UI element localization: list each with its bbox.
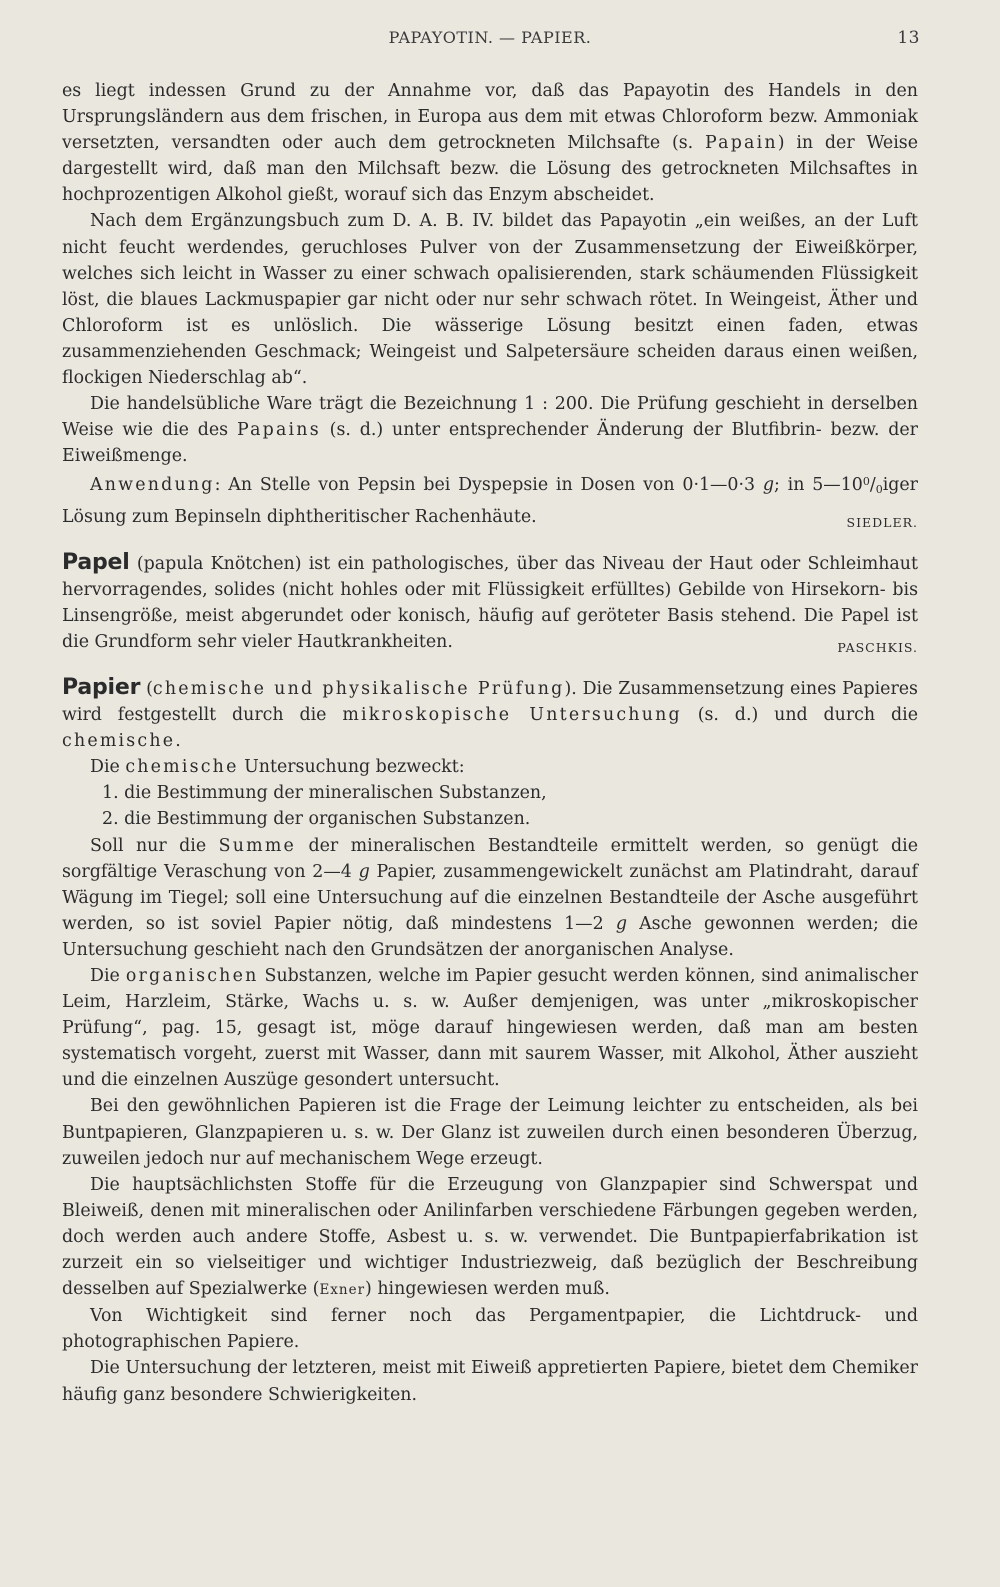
author-signature: PASCHKIS. [837, 639, 918, 655]
text-run: (s. d.) unter entsprechender Änderung der Blutfibrin- bezw. der Eiweißmenge. [62, 420, 918, 467]
running-header [62, 28, 918, 56]
text-run: Asche gewonnen werden; die Untersuchung geschieht nach den Grundsätzen der anorganischen Analyse. [62, 913, 918, 960]
percent-slash: / [869, 475, 876, 496]
text-run: der mineralischen Bestandteile ermittelt werden, so genügt die sorgfältige Veraschung von 2—4 [62, 835, 918, 882]
reference-name: Exner [319, 1282, 366, 1299]
text-run: es liegt indessen Grund zu der Annahme vor, daß das Papayotin des Handels in den Ursprungsländern aus dem frischen, in Europa aus dem mit etwas Chloroform bezw. Ammoniak versetzten, versandten oder auch dem getrockneten Milchsafte (s. [62, 81, 918, 154]
papayotin-paragraph-3 [62, 391, 918, 469]
spaced-term: mikroskopische Untersuchung [342, 705, 682, 726]
unit-symbol: g [762, 475, 775, 496]
text-run: Untersuchung bezweckt: [238, 757, 465, 778]
percent-subscript: 0 [875, 483, 883, 497]
text-run: ) in der Weise dargestellt wird, daß man den Milchsaft bezw. die Lösung des getrockneten Milchsaftes in hochprozentigen Alkohol gießt, worauf sich das Enzym abscheidet. [62, 133, 918, 206]
text-run: ) hingewiesen werden muß. [365, 1279, 610, 1300]
papayotin-paragraph-2: Nach dem Ergänzungsbuch zum D. A. B. IV. bildet das Papayotin „ein weißes, an der Luft nicht feucht werdendes, geruchloses Pulver von der Zusammensetzung der Eiweißkörper, welches sich leicht in Wasser zu einer schwach opalisierenden, stark schäumenden Flüssigkeit löst, die blaues Lackmuspapier gar nicht oder nur sehr schwach rötet. In Weingeist, Äther und Chloroform ist es unlöslich. Die wässerige Lösung besitzt einen faden, etwas zusammenziehenden Geschmack; Weingeist und Salpetersäure scheiden daraus einen weißen, flockigen Niederschlag ab“. [62, 211, 918, 389]
spaced-term: organischen [125, 966, 259, 986]
papier-paragraph-summe [62, 833, 918, 963]
papel-entry [62, 550, 918, 655]
text-run: Substanzen, welche im Papier gesucht werden können, sind animalischer Leim, Harzleim, Stärke, Wachs u. s. w. Außer demjenigen, was unter „mikroskopischer Prüfung“, pag. 15, gesagt ist, möge darauf hingewiesen werden, daß man am besten systematisch vorgeht, zuerst mit Wasser, dann mit saurem Wasser, mit Alkohol, Äther auszieht und die einzelnen Auszüge gesondert untersucht. [62, 966, 919, 1091]
papier-entry [62, 675, 918, 754]
unit-symbol: g [615, 913, 627, 934]
papier-paragraph-last: Die Untersuchung der letzteren, meist mit Eiweiß appretierten Papiere, bietet dem Chemiker häufig ganz besondere Schwierigkeiten. [62, 1358, 918, 1405]
papier-aim [62, 754, 918, 780]
text-run: : An Stelle von Pepsin bei Dyspepsie in Dosen von 0·1—0·3 [214, 475, 763, 496]
running-title: PAPAYOTIN. — PAPIER. [388, 28, 592, 47]
spaced-term: Anwendung [90, 475, 215, 496]
spaced-term: Papains [236, 420, 321, 441]
papier-paragraph-pergament: Von Wichtigkeit sind ferner noch das Pergamentpapier, die Lichtdruck- und photographischen Papiere. [62, 1306, 918, 1353]
percent-superscript: 0 [862, 475, 870, 489]
papier-paragraph-organic [62, 963, 918, 1093]
text-run: (s. d.) und durch die [681, 705, 918, 726]
author-signature: SIEDLER. [846, 514, 918, 530]
text-run: . [175, 731, 181, 752]
text-run: Soll nur die [90, 835, 219, 856]
papayotin-paragraph-1 [62, 78, 918, 208]
text-run: ( [140, 678, 153, 699]
text-run: Die handelsübliche Ware trägt die Bezeichnung 1 : 200. Die Prüfung geschieht in derselben Weise wie die des [62, 394, 918, 441]
text-run: ). Die Zusammensetzung eines Papieres wird festgestellt durch die [62, 678, 918, 726]
entry-heading: Papel [62, 549, 130, 575]
papier-paragraph-leimung: Bei den gewöhnlichen Papieren ist die Frage der Leimung leichter zu entscheiden, als bei Buntpapieren, Glanzpapieren u. s. w. Der Glanz ist zuweilen durch einen besonderen Überzug, zuweilen jedoch nur auf mechanischem Wege erzeugt. [62, 1096, 918, 1169]
spaced-term: Papain [705, 133, 778, 154]
text-run: Die [90, 757, 126, 778]
text-run: Die hauptsächlichsten Stoffe für die Erzeugung von Glanzpapier sind Schwerspat und Bleiweiß, denen mit mineralischen oder Anilinfarben verschiedene Färbungen gegeben werden, doch werden auch andere Stoffe, Asbest u. s. w. verwendet. Die Buntpapierfabrikation ist zurzeit ein so vielseitiger und wichtiger Industriezweig, daß bezüglich der Beschreibung desselben auf Spezialwerke ( [62, 1174, 918, 1300]
papayotin-paragraph-4 [62, 469, 918, 529]
text-run: Papier, zusammengewickelt zunächst am Platindraht, darauf Wägung im Tiegel; soll eine Untersuchung auf die einzelnen Bestandteile der Asche ausgeführt werden, so ist soviel Papier nötig, daß mindestens 1—2 [62, 861, 918, 934]
entry-heading: Papier [62, 674, 141, 700]
list-item: 1. die Bestimmung der mineralischen Substanzen, [102, 783, 547, 804]
text-run: iger Lösung zum Bepinseln diphtheritischer Rachenhäute. [62, 475, 918, 527]
list-item: 2. die Bestimmung der organischen Substanzen. [102, 809, 531, 830]
spaced-term: chemische und physikalische Prüfung [152, 678, 565, 699]
page-number: 13 [897, 28, 920, 48]
unit-symbol: g [358, 861, 370, 882]
spaced-term: chemische [62, 731, 176, 752]
body-text [62, 78, 918, 1408]
text-run: ; in 5—10 [774, 475, 863, 496]
spaced-term: Summe [218, 835, 296, 856]
papier-paragraph-glanz [62, 1172, 918, 1303]
text-run: (papula Knötchen) ist ein pathologisches, über das Niveau der Haut oder Schleimhaut hervorragendes, solides (nicht hohles oder mit Flüssigkeit erfülltes) Gebilde von Hirsekorn- bis Linsengröße, meist abgerundet oder konisch, häufig auf geröteter Basis stehend. Die Papel ist die Grundform sehr vieler Hautkrankheiten. [62, 553, 918, 652]
spaced-term: chemische [125, 757, 239, 778]
text-run: Die [90, 966, 126, 986]
